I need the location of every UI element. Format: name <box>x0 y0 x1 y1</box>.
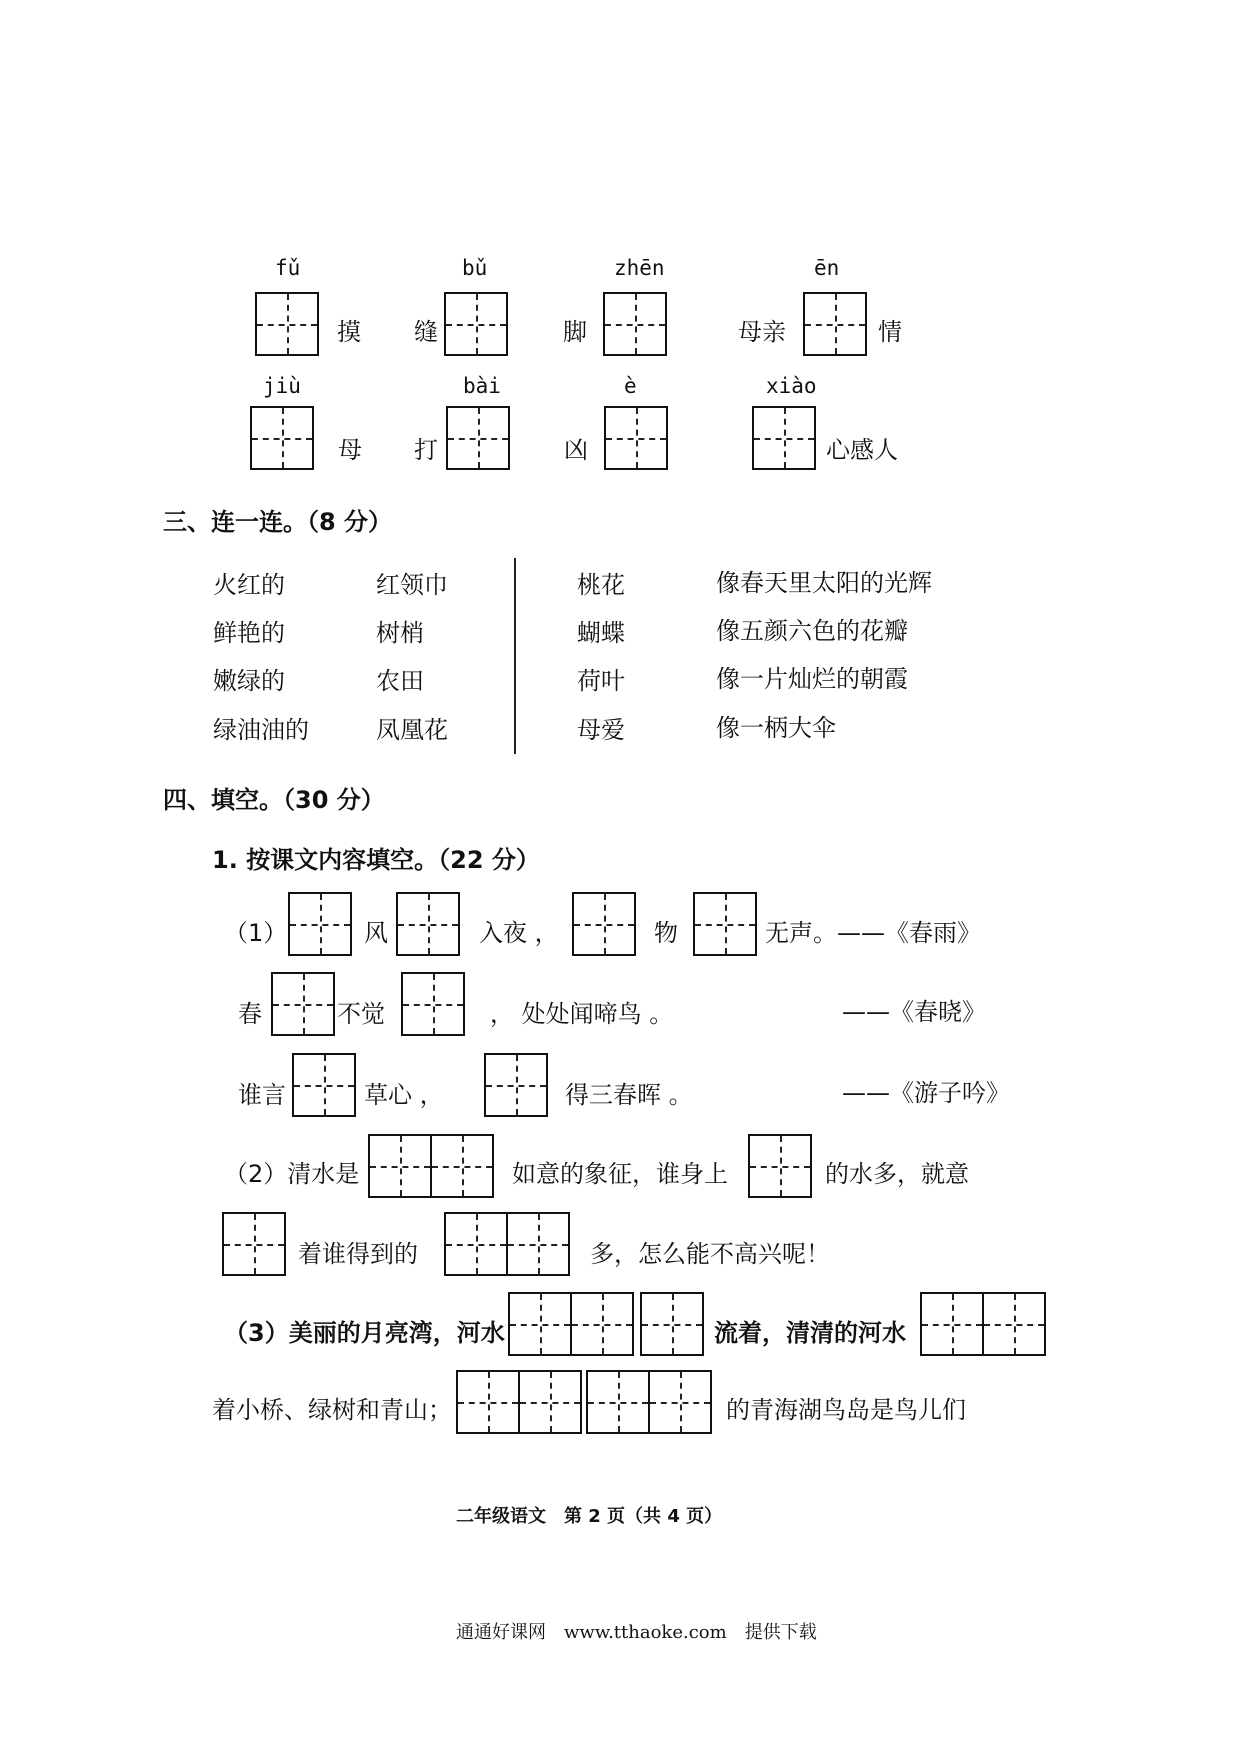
pinyin: bài <box>463 374 501 398</box>
text: 流着，清清的河水 <box>714 1319 906 1347</box>
char-box[interactable] <box>748 1134 812 1198</box>
match-item[interactable]: 树梢 <box>376 619 424 647</box>
text: 的水多，就意 <box>825 1160 969 1188</box>
char-box[interactable] <box>430 1134 494 1198</box>
match-item[interactable]: 母爱 <box>577 716 625 744</box>
match-item[interactable]: 火红的 <box>213 571 285 599</box>
char-box[interactable] <box>518 1370 582 1434</box>
match-item[interactable]: 鲜艳的 <box>213 619 285 647</box>
char-box[interactable] <box>368 1134 432 1198</box>
char-box[interactable] <box>288 892 352 956</box>
char-box[interactable] <box>255 292 319 356</box>
pinyin: bǔ <box>462 256 488 280</box>
char-box[interactable] <box>484 1053 548 1117</box>
char-box[interactable] <box>603 292 667 356</box>
match-item[interactable]: 绿油油的 <box>213 716 309 744</box>
text: 春 <box>238 1000 262 1028</box>
text: 多，怎么能不高兴呢！ <box>590 1240 830 1268</box>
char-box[interactable] <box>250 406 314 470</box>
char-box[interactable] <box>570 1292 634 1356</box>
pinyin: jiù <box>263 374 301 398</box>
char-box[interactable] <box>752 406 816 470</box>
match-item[interactable]: 凤凰花 <box>376 716 448 744</box>
char-box[interactable] <box>640 1292 704 1356</box>
match-item[interactable]: 像五颜六色的花瓣 <box>716 617 908 645</box>
char-box[interactable] <box>572 892 636 956</box>
match-item[interactable]: 红领巾 <box>376 571 448 599</box>
text: 入夜 ， <box>479 919 559 947</box>
word: 心感人 <box>826 436 898 464</box>
char-box[interactable] <box>396 892 460 956</box>
section-title: 三、连一连。（8 分） <box>163 508 393 536</box>
char-box[interactable] <box>271 972 335 1036</box>
text: 谁言 <box>238 1081 286 1109</box>
text: 着谁得到的 <box>298 1240 418 1268</box>
text: 草心 ， <box>364 1081 444 1109</box>
char-box[interactable] <box>444 1212 508 1276</box>
source: ——《春晓》 <box>842 998 986 1026</box>
text: 着小桥、绿树和青山； <box>212 1396 452 1424</box>
char-box[interactable] <box>586 1370 650 1434</box>
section-title: 四、填空。（30 分） <box>163 786 385 814</box>
char-box[interactable] <box>803 292 867 356</box>
word: 缝 <box>414 318 438 346</box>
match-item[interactable]: 嫩绿的 <box>213 667 285 695</box>
text: 无声。——《春雨》 <box>765 919 981 947</box>
match-item[interactable]: 蝴蝶 <box>577 619 625 647</box>
match-item[interactable]: 桃花 <box>577 571 625 599</box>
char-box[interactable] <box>444 292 508 356</box>
word: 打 <box>414 436 438 464</box>
text: （2）清水是 <box>224 1160 360 1188</box>
text: 的青海湖鸟岛是鸟儿们 <box>726 1396 966 1424</box>
char-box[interactable] <box>401 972 465 1036</box>
word: 母亲 <box>738 318 786 346</box>
match-item[interactable]: 像春天里太阳的光辉 <box>716 569 932 597</box>
char-box[interactable] <box>604 406 668 470</box>
pinyin: ēn <box>814 256 840 280</box>
char-box[interactable] <box>693 892 757 956</box>
match-item[interactable]: 农田 <box>376 667 424 695</box>
pinyin: è <box>624 374 637 398</box>
match-item[interactable]: 荷叶 <box>577 667 625 695</box>
char-box[interactable] <box>982 1292 1046 1356</box>
column-divider <box>514 558 516 754</box>
match-item[interactable]: 像一柄大伞 <box>716 714 836 742</box>
char-box[interactable] <box>222 1212 286 1276</box>
char-box[interactable] <box>456 1370 520 1434</box>
word: 凶 <box>564 436 588 464</box>
download-credit: 通通好课网 www.tthaoke.com 提供下载 <box>456 1622 817 1643</box>
text: 得三春晖 。 <box>565 1081 693 1109</box>
char-box[interactable] <box>292 1053 356 1117</box>
char-box[interactable] <box>648 1370 712 1434</box>
pinyin: fǔ <box>275 256 301 280</box>
source: ——《游子吟》 <box>842 1079 1010 1107</box>
text: 如意的象征，谁身上 <box>512 1160 728 1188</box>
question-title: 1. 按课文内容填空。（22 分） <box>212 846 540 874</box>
char-box[interactable] <box>508 1292 572 1356</box>
item-label: （1） <box>224 919 288 947</box>
text: （3）美丽的月亮湾，河水 <box>224 1319 505 1347</box>
pinyin: xiào <box>766 374 817 398</box>
word: 摸 <box>337 318 361 346</box>
match-item[interactable]: 像一片灿烂的朝霞 <box>716 665 908 693</box>
char-box[interactable] <box>506 1212 570 1276</box>
word: 情 <box>878 318 902 346</box>
text: 风 <box>364 919 388 947</box>
word: 母 <box>338 436 362 464</box>
char-box[interactable] <box>920 1292 984 1356</box>
text: 物 <box>654 919 678 947</box>
char-box[interactable] <box>446 406 510 470</box>
word: 脚 <box>563 318 587 346</box>
text: ， 处处闻啼鸟 。 <box>490 1000 674 1028</box>
text: 不觉 <box>337 1000 385 1028</box>
pinyin: zhēn <box>614 256 665 280</box>
page-footer: 二年级语文 第 2 页（共 4 页） <box>456 1506 723 1527</box>
